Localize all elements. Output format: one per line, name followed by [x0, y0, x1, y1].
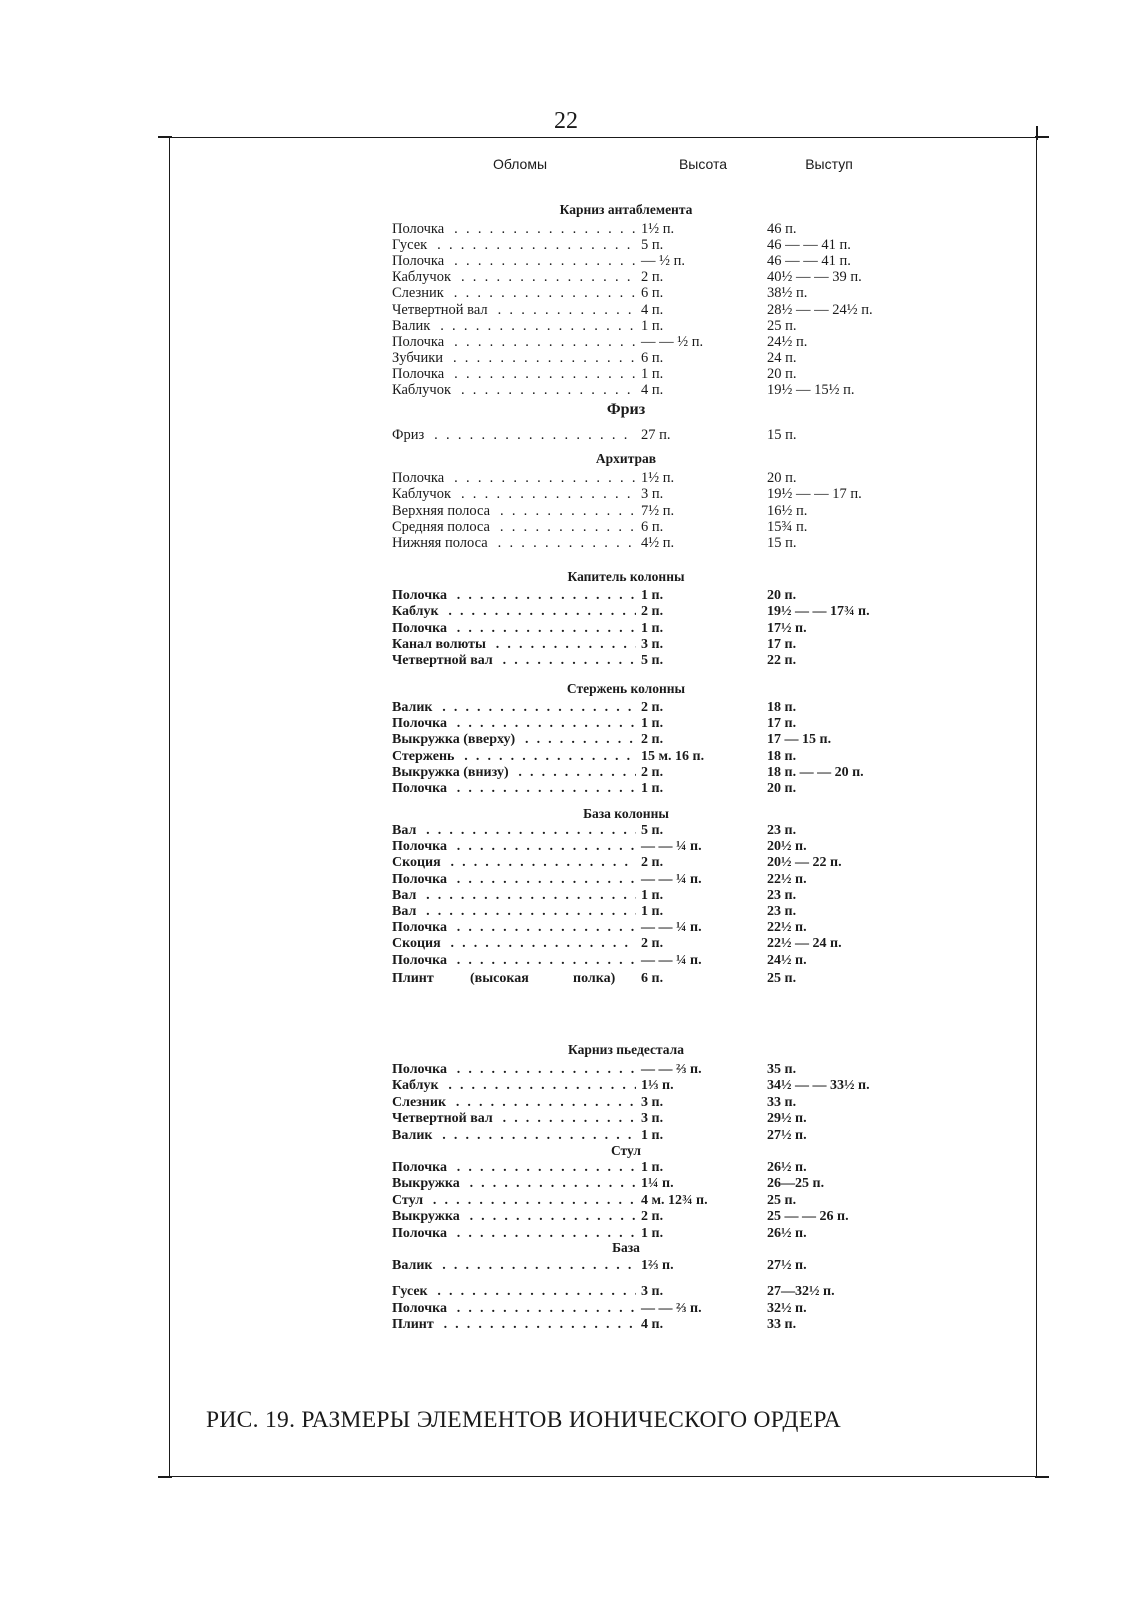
- height-value: 3 п.: [641, 1111, 664, 1127]
- projection-value: 19½ — — 17 п.: [767, 486, 862, 503]
- molding-name-text: Стержень: [392, 749, 458, 764]
- molding-name-text: Валик: [392, 700, 436, 715]
- projection-value: 15¾ п.: [767, 518, 808, 535]
- table-row: [0, 1176, 1132, 1192]
- table-row: [0, 350, 1132, 366]
- projection-value: 17 — 15 п.: [767, 732, 832, 748]
- molding-name: [392, 716, 636, 732]
- header-projection: Выступ: [805, 156, 853, 172]
- projection-value: 22½ — 24 п.: [767, 936, 842, 952]
- molding-name: [392, 350, 636, 366]
- table-row: [0, 1301, 1132, 1317]
- table-row: [0, 971, 1132, 987]
- column-headers: [0, 156, 1132, 180]
- molding-name: [392, 318, 636, 334]
- table-row: [0, 535, 1132, 551]
- molding-name-text: Плинт: [392, 1317, 438, 1332]
- height-value: — — ¼ п.: [641, 952, 702, 968]
- molding-name: [392, 470, 636, 486]
- table-row: [0, 781, 1132, 797]
- molding-name-text: Гусек: [392, 1284, 432, 1299]
- height-value: 5 п.: [641, 823, 664, 838]
- table-row: [0, 953, 1132, 969]
- height-value: 6 п.: [641, 971, 664, 986]
- section-title: База: [612, 1240, 640, 1255]
- molding-name-text: Полочка: [392, 1301, 451, 1316]
- projection-value: 46 — — 41 п.: [767, 253, 851, 270]
- height-value: 1⅔ п.: [641, 1258, 674, 1273]
- page-number: 22: [554, 108, 578, 134]
- table-row: [0, 621, 1132, 637]
- table-row: [0, 1111, 1132, 1127]
- molding-name: [392, 1209, 636, 1225]
- molding-name: [392, 237, 636, 253]
- molding-name-text: Вал: [392, 823, 420, 838]
- molding-name-text: Четвертной вал: [392, 302, 492, 318]
- molding-name: [392, 621, 636, 637]
- molding-name-text: Гусек: [392, 237, 431, 253]
- projection-value: 26—25 п.: [767, 1176, 825, 1192]
- molding-name-text: Выкружка (вверху): [392, 732, 519, 747]
- projection-value: 22½ п.: [767, 871, 807, 887]
- projection-value: 18 п.: [767, 748, 797, 764]
- molding-name-text: Полочка: [392, 1226, 451, 1241]
- molding-name-text: Зубчики: [392, 350, 447, 366]
- molding-name-text: Вал: [392, 904, 420, 919]
- projection-value: 19½ — 15½ п.: [767, 382, 855, 398]
- projection-value: 20½ п.: [767, 839, 807, 855]
- molding-name: [392, 427, 636, 443]
- height-value: 6 п.: [641, 518, 664, 535]
- section-title: Карниз пьедестала: [568, 1042, 684, 1057]
- table-row: [0, 1062, 1132, 1078]
- projection-value: 25 — — 26 п.: [767, 1209, 849, 1225]
- molding-name-text: Выкружка: [392, 1209, 464, 1224]
- table-row: [0, 1078, 1132, 1094]
- molding-name: [392, 781, 636, 797]
- table-row: [0, 503, 1132, 519]
- height-value: 2 п.: [641, 604, 664, 620]
- molding-name-text: Выкружка (внизу): [392, 765, 513, 780]
- projection-value: 23 п.: [767, 823, 797, 838]
- height-value: — — ¼ п.: [641, 920, 702, 936]
- projection-value: 22 п.: [767, 653, 797, 669]
- height-value: 3 п.: [641, 486, 664, 503]
- molding-name: [392, 872, 636, 888]
- molding-name: [392, 1301, 636, 1317]
- molding-name: [392, 1095, 636, 1111]
- molding-name-text: Валик: [392, 318, 434, 334]
- molding-name-text: Нижняя полоса: [392, 535, 492, 551]
- projection-value: 20½ — 22 п.: [767, 855, 842, 871]
- molding-name: [392, 1078, 636, 1094]
- projection-value: 20 п.: [767, 588, 797, 603]
- molding-name: [392, 839, 636, 855]
- projection-value: 23 п.: [767, 887, 797, 903]
- table-row: [0, 823, 1132, 839]
- height-value: 3 п.: [641, 636, 664, 652]
- height-value: — — ⅔ п.: [641, 1300, 702, 1316]
- molding-name-text: Выкружка: [392, 1176, 464, 1191]
- molding-name-text: Четвертной вал: [392, 653, 497, 668]
- projection-value: 17 п.: [767, 636, 797, 652]
- projection-value: 25 п.: [767, 971, 797, 986]
- molding-name: [392, 604, 636, 620]
- molding-name-text: Канал волюты: [392, 637, 490, 652]
- height-value: 1⅓ п.: [641, 1078, 674, 1094]
- table-row: [0, 1209, 1132, 1225]
- projection-value: 28½ — — 24½ п.: [767, 301, 873, 318]
- projection-value: 20 п.: [767, 365, 797, 382]
- molding-name: [392, 486, 636, 502]
- molding-name-text: Полочка: [392, 839, 451, 854]
- height-value: — ½ п.: [641, 253, 686, 270]
- molding-name: [392, 888, 636, 904]
- table-row: [0, 318, 1132, 334]
- table-row: [0, 1128, 1132, 1144]
- table-row: [0, 382, 1132, 398]
- projection-value: 18 п. — — 20 п.: [767, 764, 864, 780]
- table-row: [0, 1160, 1132, 1176]
- height-value: 15 м. 16 п.: [641, 748, 705, 764]
- molding-name: [392, 936, 636, 952]
- molding-name-text: Вал: [392, 888, 420, 903]
- table-row: [0, 588, 1132, 604]
- height-value: 6 п.: [641, 349, 664, 366]
- header-moldings: Обломы: [492, 156, 548, 172]
- molding-name: [392, 221, 636, 237]
- projection-value: 26½ п.: [767, 1225, 807, 1241]
- height-value: 1 п.: [641, 716, 664, 732]
- section-title: Фриз: [606, 401, 646, 418]
- molding-name: [392, 855, 636, 871]
- height-value: 6 п.: [641, 285, 664, 302]
- molding-name-text: Каблук: [392, 604, 443, 619]
- projection-value: 38½ п.: [767, 285, 808, 302]
- height-value: — — ¼ п.: [641, 839, 702, 855]
- projection-value: 46 — — 41 п.: [767, 237, 851, 254]
- projection-value: 35 п.: [767, 1062, 797, 1077]
- table-row: [0, 700, 1132, 716]
- molding-name-text: Слезник: [392, 285, 448, 301]
- molding-note: (высокая: [470, 971, 529, 986]
- projection-value: 22½ п.: [767, 920, 807, 936]
- section-title: Стержень колонны: [566, 681, 686, 696]
- molding-name-text: Валик: [392, 1128, 436, 1143]
- molding-name: [392, 1160, 636, 1176]
- molding-name-text: Каблучок: [392, 269, 455, 285]
- table-row: [0, 1258, 1132, 1274]
- table-row: [0, 637, 1132, 653]
- height-value: 1 п.: [641, 1160, 664, 1175]
- molding-name-text: Каблук: [392, 1078, 443, 1093]
- table-row: [0, 237, 1132, 253]
- molding-name-text: Каблучок: [392, 382, 455, 398]
- molding-name-text: Стул: [392, 1193, 427, 1208]
- height-value: 1 п.: [641, 365, 664, 382]
- height-value: — — ¼ п.: [641, 871, 702, 887]
- projection-value: 27—32½ п.: [767, 1284, 835, 1300]
- projection-value: 40½ — — 39 п.: [767, 269, 862, 286]
- table-row: [0, 285, 1132, 301]
- height-value: 3 п.: [641, 1094, 664, 1110]
- molding-name-text: Четвертной вал: [392, 1111, 497, 1126]
- height-value: 1 п.: [641, 1127, 664, 1143]
- projection-value: 25 п.: [767, 1192, 797, 1208]
- projection-value: 20 п.: [767, 781, 797, 796]
- height-value: 2 п.: [641, 269, 664, 286]
- figure-caption: РИС. 19. РАЗМЕРЫ ЭЛЕМЕНТОВ ИОНИЧЕСКОГО ОРДЕРА: [206, 1407, 842, 1433]
- table-row: [0, 1095, 1132, 1111]
- height-value: 7½ п.: [641, 502, 675, 519]
- height-value: 1 п.: [641, 904, 664, 919]
- molding-name: [392, 637, 636, 653]
- table-row: [0, 855, 1132, 871]
- projection-value: 25 п.: [767, 317, 797, 334]
- table-row: [0, 749, 1132, 765]
- projection-value: 27½ п.: [767, 1258, 807, 1273]
- height-value: 1 п.: [641, 317, 664, 334]
- projection-value: 34½ — — 33½ п.: [767, 1078, 870, 1094]
- molding-name: [392, 366, 636, 382]
- molding-name: [392, 285, 636, 301]
- molding-name-text: Верхняя полоса: [392, 503, 494, 519]
- molding-name: [392, 953, 636, 969]
- frame-corner-mark: [158, 136, 172, 138]
- height-value: 4 п.: [641, 1317, 664, 1333]
- section-title: База колонны: [583, 806, 669, 821]
- height-value: 1 п.: [641, 781, 664, 796]
- table-row: [0, 1193, 1132, 1209]
- molding-name: [392, 700, 636, 716]
- projection-value: 17 п.: [767, 716, 797, 732]
- table-row: [0, 904, 1132, 920]
- height-value: 4 м. 12¾ п.: [641, 1192, 708, 1208]
- molding-name-text: Полочка: [392, 781, 451, 796]
- table-row: [0, 366, 1132, 382]
- height-value: 1½ п.: [641, 221, 675, 237]
- table-row: [0, 1284, 1132, 1300]
- height-value: 2 п.: [641, 1209, 664, 1225]
- projection-value: 18 п.: [767, 700, 797, 715]
- section-title: Архитрав: [595, 451, 657, 466]
- height-value: 4 п.: [641, 301, 664, 318]
- molding-name: [392, 1062, 636, 1078]
- table-row: [0, 920, 1132, 936]
- height-value: — — ½ п.: [641, 333, 704, 350]
- section-title: Капитель колонны: [567, 569, 685, 584]
- projection-value: 19½ — — 17¾ п.: [767, 604, 870, 620]
- frame-corner-mark: [1035, 1476, 1049, 1478]
- projection-value: 17½ п.: [767, 620, 807, 636]
- projection-value: 15 п.: [767, 427, 797, 443]
- height-value: 2 п.: [641, 855, 664, 871]
- molding-name-text: Полочка: [392, 920, 451, 935]
- table-row: [0, 486, 1132, 502]
- table-row: [0, 519, 1132, 535]
- molding-name-text: Полочка: [392, 716, 451, 731]
- height-value: 4½ п.: [641, 535, 675, 552]
- projection-value: 33 п.: [767, 1094, 797, 1110]
- molding-name: [392, 269, 636, 285]
- molding-name: [392, 1128, 636, 1144]
- molding-name-text: Полочка: [392, 621, 451, 636]
- molding-name: [392, 823, 636, 839]
- molding-name: [392, 904, 636, 920]
- molding-name-text: Скоция: [392, 936, 445, 951]
- molding-name: [392, 588, 636, 604]
- section-title: Стул: [610, 1143, 641, 1158]
- molding-name: [392, 732, 636, 748]
- table-row: [0, 1317, 1132, 1333]
- header-height: Высота: [678, 156, 728, 172]
- frame-corner-mark: [158, 1476, 172, 1478]
- molding-name: [392, 1176, 636, 1192]
- table-row: [0, 839, 1132, 855]
- projection-value: 46 п.: [767, 221, 797, 237]
- height-value: 1 п.: [641, 620, 664, 636]
- projection-value: 24½ п.: [767, 952, 807, 968]
- molding-name-text: Средняя полоса: [392, 519, 494, 535]
- projection-value: 26½ п.: [767, 1160, 807, 1175]
- height-value: 27 п.: [641, 427, 671, 443]
- molding-name-text: Полочка: [392, 366, 448, 382]
- molding-name-text: Полочка: [392, 588, 451, 603]
- height-value: — — ⅔ п.: [641, 1062, 702, 1077]
- molding-name: [392, 253, 636, 269]
- molding-name: [392, 503, 636, 519]
- table-row: [0, 269, 1132, 285]
- projection-value: 16½ п.: [767, 502, 808, 519]
- molding-name-text: Полочка: [392, 470, 448, 486]
- molding-name-text: Полочка: [392, 1160, 451, 1175]
- table-row: [0, 888, 1132, 904]
- table-row: [0, 732, 1132, 748]
- molding-name: [392, 382, 636, 398]
- molding-name-text: Скоция: [392, 855, 445, 870]
- height-value: 1 п.: [641, 588, 664, 603]
- molding-name: [392, 334, 636, 350]
- molding-note: полка): [573, 971, 616, 986]
- table-row: [0, 302, 1132, 318]
- height-value: 2 п.: [641, 764, 664, 780]
- table-row: [0, 253, 1132, 269]
- molding-name: [392, 920, 636, 936]
- molding-name: [392, 1284, 636, 1300]
- molding-name: [392, 1111, 636, 1127]
- molding-name-text: Полочка: [392, 334, 448, 350]
- molding-name-text: Полочка: [392, 221, 448, 237]
- projection-value: 15 п.: [767, 535, 797, 552]
- molding-name: [392, 302, 636, 318]
- projection-value: 33 п.: [767, 1317, 797, 1333]
- height-value: 1 п.: [641, 1225, 664, 1241]
- table-row: [0, 653, 1132, 669]
- molding-name-text: Слезник: [392, 1095, 450, 1110]
- molding-name: [392, 749, 636, 765]
- height-value: 3 п.: [641, 1284, 664, 1300]
- molding-name-text: Валик: [392, 1258, 436, 1273]
- height-value: 5 п.: [641, 653, 664, 669]
- table-row: [0, 470, 1132, 486]
- molding-name: [392, 519, 636, 535]
- height-value: 2 п.: [641, 936, 664, 952]
- molding-name-text: Фриз: [392, 427, 428, 443]
- molding-name-text: Полочка: [392, 953, 451, 968]
- height-value: 2 п.: [641, 700, 664, 715]
- table-row: [0, 716, 1132, 732]
- projection-value: 32½ п.: [767, 1300, 807, 1316]
- projection-value: 24 п.: [767, 349, 797, 366]
- table-row: [0, 221, 1132, 237]
- height-value: 5 п.: [641, 237, 664, 254]
- table-row: [0, 334, 1132, 350]
- molding-name-text: Полочка: [392, 1062, 451, 1077]
- molding-name: [392, 1258, 636, 1274]
- section-title: Карниз антаблемента: [559, 202, 693, 217]
- projection-value: 27½ п.: [767, 1127, 807, 1143]
- molding-name: [392, 765, 636, 781]
- molding-name: [392, 1317, 636, 1333]
- height-value: 2 п.: [641, 732, 664, 748]
- molding-name-text: Полочка: [392, 253, 448, 269]
- height-value: 4 п.: [641, 382, 664, 398]
- frame-corner-mark: [1036, 126, 1038, 140]
- molding-name-text: Каблучок: [392, 486, 455, 502]
- table-row: [0, 604, 1132, 620]
- molding-name: [392, 653, 636, 669]
- molding-name-text: Плинт: [392, 971, 434, 986]
- projection-value: 23 п.: [767, 904, 797, 919]
- table-row: [0, 765, 1132, 781]
- table-row: [0, 427, 1132, 443]
- molding-name: [392, 535, 636, 551]
- height-value: 1½ п.: [641, 470, 675, 486]
- height-value: 1 п.: [641, 887, 664, 903]
- molding-name: [392, 1193, 636, 1209]
- table-row: [0, 872, 1132, 888]
- height-value: 1¼ п.: [641, 1176, 674, 1192]
- projection-value: 20 п.: [767, 470, 797, 486]
- molding-name-text: Полочка: [392, 872, 451, 887]
- projection-value: 29½ п.: [767, 1111, 807, 1127]
- projection-value: 24½ п.: [767, 333, 808, 350]
- table-row: [0, 936, 1132, 952]
